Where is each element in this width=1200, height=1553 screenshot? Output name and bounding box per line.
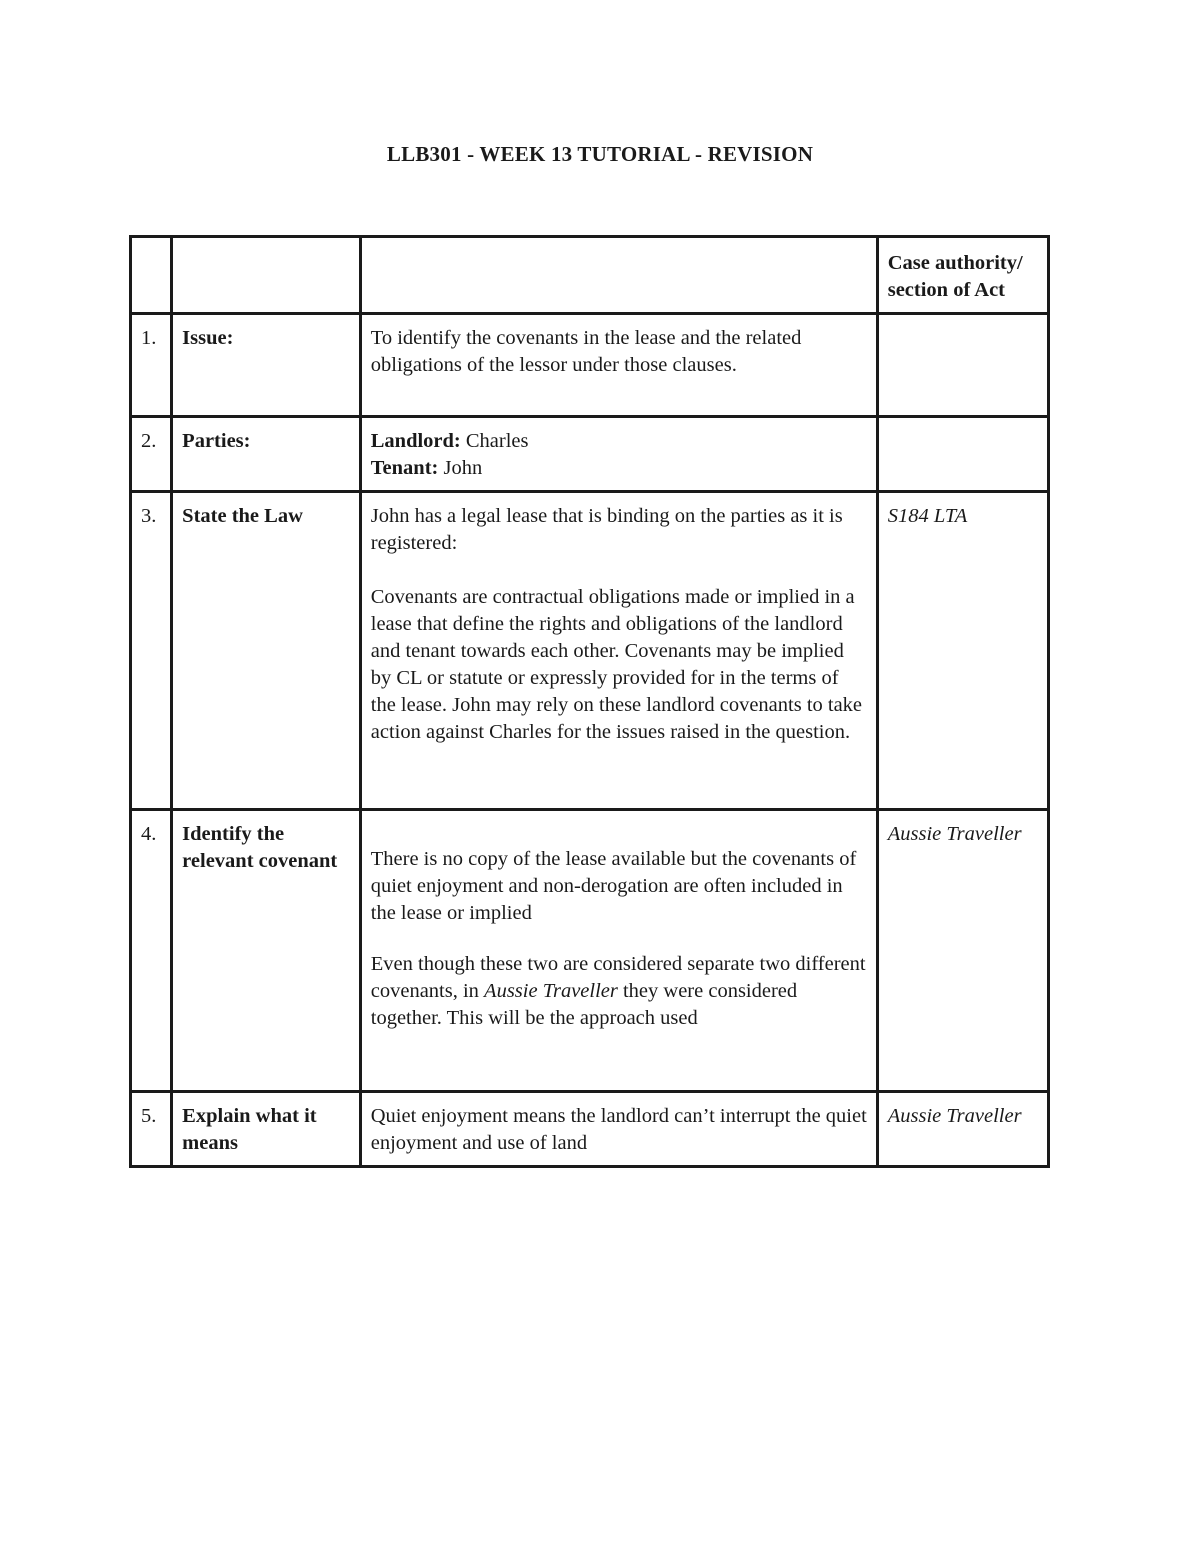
case-name: Aussie Traveller	[484, 980, 618, 1002]
row-authority: Aussie Traveller	[877, 810, 1048, 1092]
content-paragraph	[371, 951, 868, 1032]
row-label: Parties:	[172, 417, 361, 492]
landlord-label: Landlord:	[370, 430, 461, 452]
row-number: 1.	[131, 314, 172, 417]
row-number: 2.	[131, 417, 172, 492]
landlord-line	[371, 428, 868, 455]
row-content: To identify the covenants in the lease and the related obligations of the lessor under those clauses.	[360, 314, 877, 417]
row-label: State the Law	[172, 492, 361, 810]
row-number: 3.	[131, 492, 172, 810]
revision-table	[129, 235, 1050, 1168]
header-row	[131, 237, 1049, 314]
row-number: 4.	[131, 810, 172, 1092]
tenant-line	[371, 455, 868, 482]
row-authority	[877, 417, 1048, 492]
tenant-label: Tenant:	[370, 457, 439, 479]
row-content	[360, 492, 877, 810]
table-row	[131, 314, 1049, 417]
header-label-cell	[172, 237, 361, 314]
table-row	[131, 492, 1049, 810]
tenant-name: John	[438, 457, 483, 479]
row-label: Identify the relevant covenant	[172, 810, 361, 1092]
row-content	[360, 417, 877, 492]
content-paragraph: Covenants are contractual obligations made or implied in a lease that define the rights and obligations of the landlord and tenant towards each other. Covenants may be implied by CL or statute or expressly provided for in the terms of the lease. John may rely on these landlord covenants to take action against Charles for the issues raised in the question.	[370, 586, 863, 743]
row-content	[360, 810, 877, 1092]
row-authority: Aussie Traveller	[877, 1092, 1048, 1167]
table-row	[131, 417, 1049, 492]
content-text: they were considered together. This will be the approach used	[370, 980, 798, 1029]
table-row	[131, 1092, 1049, 1167]
header-authority-cell: Case authority/ section of Act	[877, 237, 1048, 314]
landlord-name: Charles	[460, 430, 529, 452]
row-authority	[877, 314, 1048, 417]
row-label: Issue:	[172, 314, 361, 417]
row-number: 5.	[131, 1092, 172, 1167]
document-title: LLB301 - WEEK 13 TUTORIAL - REVISION	[386, 142, 814, 166]
header-num-cell	[131, 237, 172, 314]
content-paragraph: There is no copy of the lease available but the covenants of quiet enjoyment and non-derogation are often included in the lease or implied	[370, 848, 857, 924]
row-content: Quiet enjoyment means the landlord can’t interrupt the quiet enjoyment and use of land	[360, 1092, 877, 1167]
row-authority: S184 LTA	[877, 492, 1048, 810]
header-content-cell	[360, 237, 877, 314]
row-label: Explain what it means	[172, 1092, 361, 1167]
content-paragraph: John has a legal lease that is binding on the parties as it is registered:	[370, 505, 843, 554]
content-text: Even though these two are considered separate two different covenants, in	[370, 953, 866, 1002]
table-row	[131, 810, 1049, 1092]
